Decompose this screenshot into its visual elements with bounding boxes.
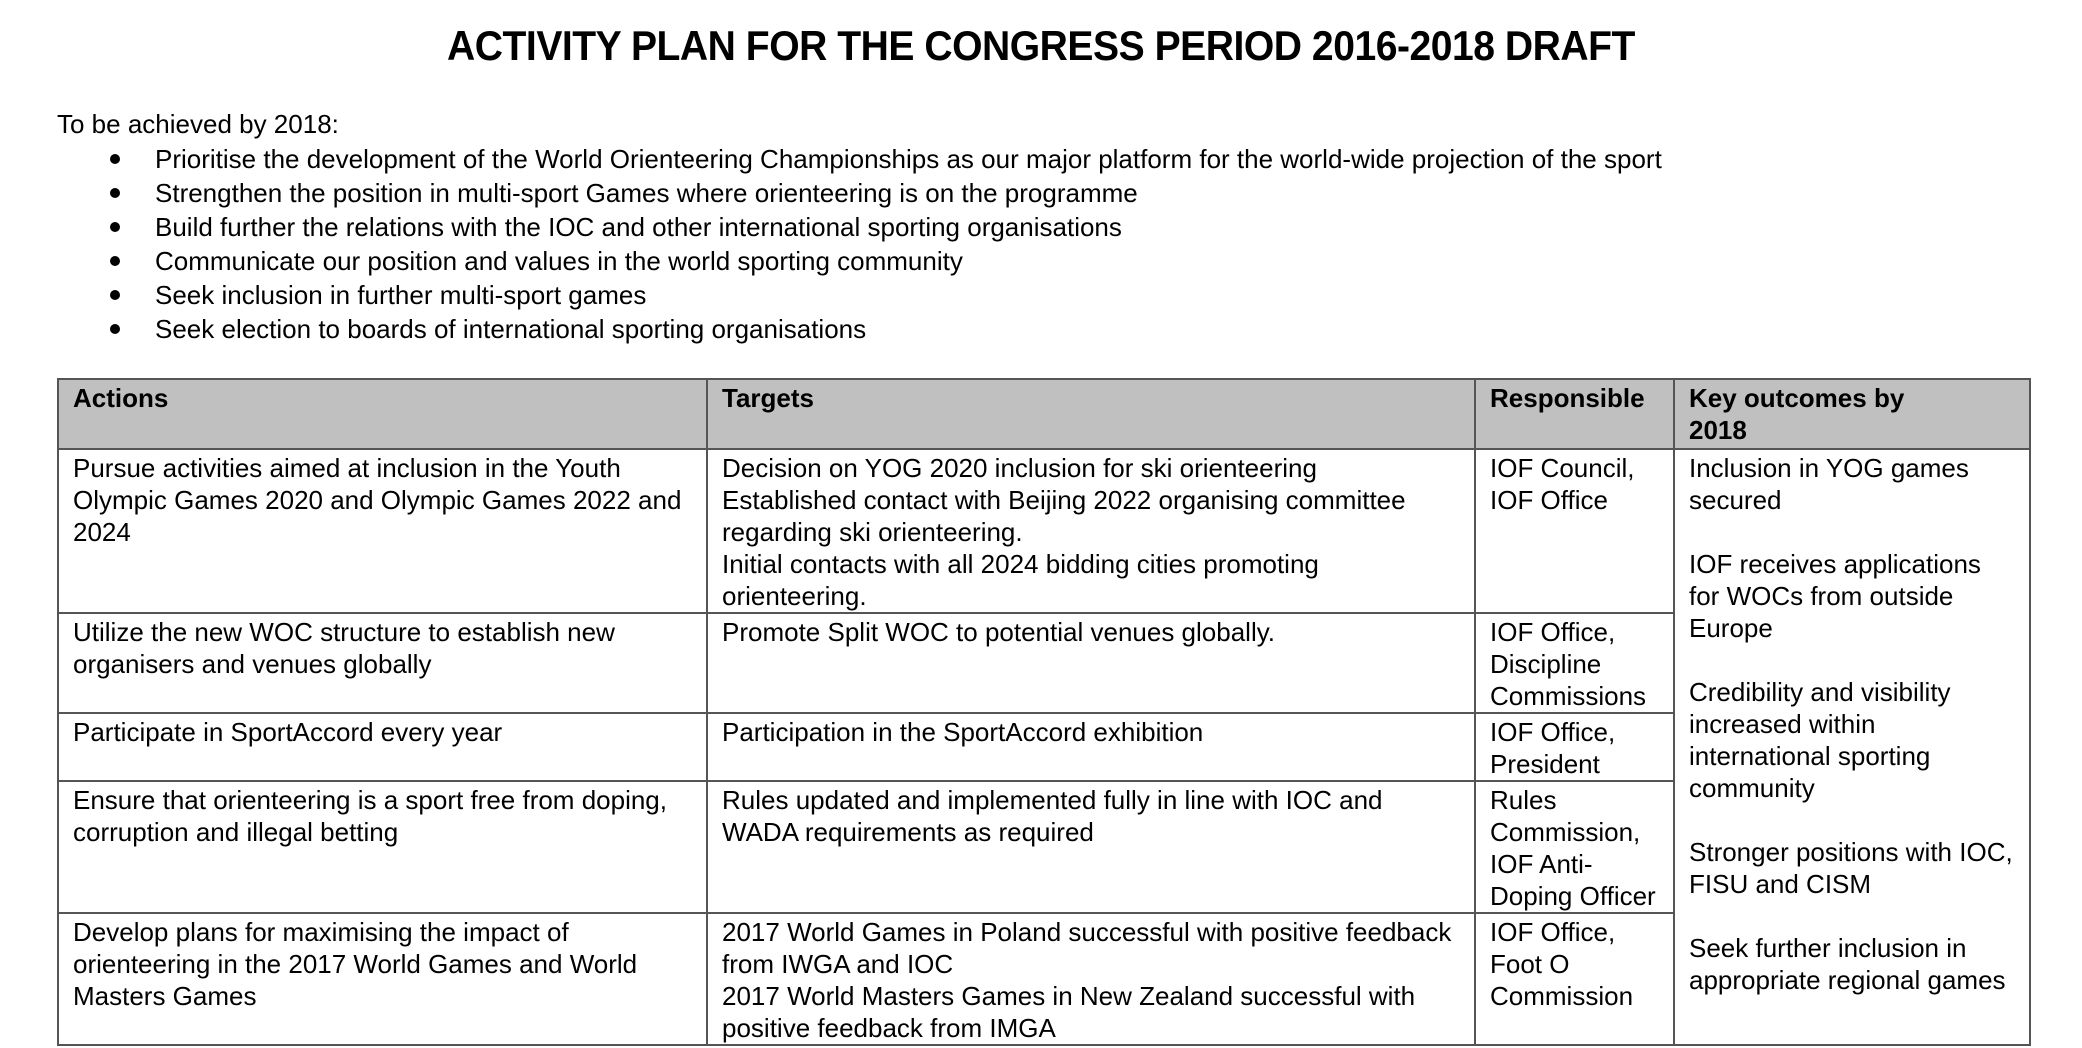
bullet-icon (110, 154, 120, 164)
target-text: 2017 World Games in Poland successful with positive feedback from IWGA and IOC (722, 917, 1452, 979)
goal-text: Seek election to boards of international sporting organisations (155, 314, 867, 344)
goal-text: Seek inclusion in further multi-sport games (155, 280, 647, 310)
responsible-cell: IOF Council, IOF Office (1475, 449, 1674, 613)
targets-cell (707, 781, 1475, 913)
column-header-key-outcomes (1674, 379, 2030, 449)
action-cell: Ensure that orienteering is a sport free from doping, corruption and illegal betting (58, 781, 707, 913)
table-row (58, 449, 2030, 613)
goal-item (0, 244, 1662, 278)
column-header-responsible: Responsible (1475, 379, 1674, 449)
header-text: 2018 (1689, 415, 1747, 445)
spacer (1689, 644, 2017, 676)
action-cell: Develop plans for maximising the impact of orienteering in the 2017 World Games and World Masters Games (58, 913, 707, 1045)
bullet-icon (110, 222, 120, 232)
goal-item (0, 278, 1662, 312)
column-header-targets: Targets (707, 379, 1475, 449)
outcome-text: Seek further inclusion in appropriate regional games (1689, 933, 2006, 995)
goal-item (0, 142, 1662, 176)
document-title: ACTIVITY PLAN FOR THE CONGRESS PERIOD 2016-2018 DRAFT (447, 22, 1635, 69)
target-text: Decision on YOG 2020 inclusion for ski orienteering (722, 453, 1317, 483)
spacer (1689, 900, 2017, 932)
outcome-text: Stronger positions with IOC, FISU and CISM (1689, 837, 2013, 899)
intro-text: To be achieved by 2018: (57, 109, 339, 139)
action-cell: Pursue activities aimed at inclusion in the Youth Olympic Games 2020 and Olympic Games 2022 and 2024 (58, 449, 707, 613)
bullet-icon (110, 324, 120, 334)
targets-cell (707, 613, 1475, 713)
bullet-icon (110, 188, 120, 198)
target-text: Rules updated and implemented fully in line with IOC and WADA requirements as required (722, 785, 1383, 847)
spacer (1689, 516, 2017, 548)
target-text: Established contact with Beijing 2022 organising committee regarding ski orienteering. (722, 485, 1406, 547)
responsible-cell: IOF Office, President (1475, 713, 1674, 781)
goal-text: Strengthen the position in multi-sport Games where orienteering is on the programme (155, 178, 1138, 208)
activity-plan-table (57, 378, 2031, 1046)
goal-item (0, 312, 1662, 346)
responsible-cell: IOF Office, Discipline Commissions (1475, 613, 1674, 713)
action-cell: Utilize the new WOC structure to establish new organisers and venues globally (58, 613, 707, 713)
responsible-cell: Rules Commission, IOF Anti-Doping Officer (1475, 781, 1674, 913)
bullet-icon (110, 256, 120, 266)
outcome-text: IOF receives applications for WOCs from outside Europe (1689, 549, 1981, 643)
target-text: Promote Split WOC to potential venues globally. (722, 617, 1276, 647)
action-cell: Participate in SportAccord every year (58, 713, 707, 781)
targets-cell (707, 913, 1475, 1045)
target-text: Initial contacts with all 2024 bidding cities promoting orienteering. (722, 549, 1319, 611)
targets-cell (707, 449, 1475, 613)
column-header-actions: Actions (58, 379, 707, 449)
key-outcomes-cell (1674, 449, 2030, 1045)
bullet-icon (110, 290, 120, 300)
target-text: Participation in the SportAccord exhibition (722, 717, 1204, 747)
outcome-text: Credibility and visibility increased within international sporting community (1689, 677, 1951, 803)
table-header-row (58, 379, 2030, 449)
goals-list (0, 142, 1662, 346)
goal-item (0, 210, 1662, 244)
goal-item (0, 176, 1662, 210)
outcome-text: Inclusion in YOG games secured (1689, 453, 1969, 515)
spacer (1689, 804, 2017, 836)
targets-cell (707, 713, 1475, 781)
goal-text: Prioritise the development of the World Orienteering Championships as our major platform for the world-wide projection of the sport (155, 144, 1662, 174)
goal-text: Communicate our position and values in the world sporting community (155, 246, 963, 276)
target-text: 2017 World Masters Games in New Zealand successful with positive feedback from IMGA (722, 981, 1416, 1043)
responsible-cell: IOF Office, Foot O Commission (1475, 913, 1674, 1045)
header-text: Key outcomes by (1689, 383, 1905, 413)
goal-text: Build further the relations with the IOC and other international sporting organisations (155, 212, 1122, 242)
